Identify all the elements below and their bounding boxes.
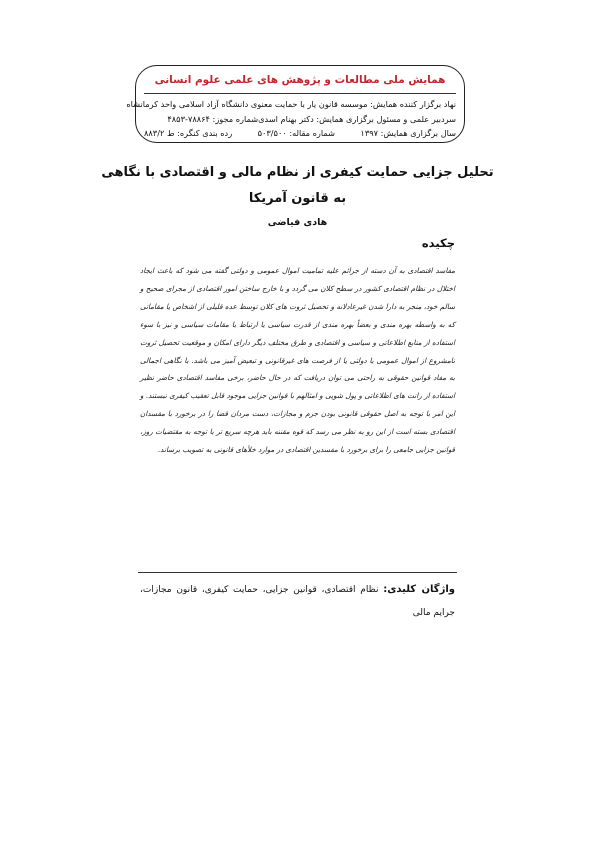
conference-title: همایش ملی مطالعات و پژوهش های علمی علوم انسانی [154,74,446,86]
article-number: شماره مقاله: ۵۰۳/۵۰۰ [257,128,335,138]
abstract-body: مفاسد اقتصادی به آن دسته از جرائم علیه تمامیت اموال عمومی و دولتی گفته می شود که باعث ایجاد اختلال در نظام اقتصادی کشور در سطح کلان می گردد و با خارج ساختن امور اقتصادی از مجرای صحیح و سالم خود، منجر به دارا شدن غیرعادلانه و تحصیل ثروت های کلان توسط عده قلیلی از اشخاص یا مقاماتی که به واسطه بهره مندی و بعضاً بهره مندی از قدرت سیاسی یا ارتباط با مقامات سیاسی و نیز با سوء استفاده از منابع اطلاعاتی و سیاسی و اقتصادی و طرق مختلف دیگر دارای امکان و موقعیت تحصیل ثروت نامشروع از اموال عمومی یا دولتی یا از فرصت های غیرقانونی و تبعیض آمیز می باشد. با نگاهی اجمالی به مفاد قوانین حقوقی به راحتی می توان دریافت که در حال حاضر، برخی مفاسد اقتصادی حاضر نظیر استفاده از رانت های اطلاعاتی و پول شویی و امثالهم با قوانین جزایی موجود قابل تعقیب کیفری نیستند. و این امر با توجه به اصل حقوقی قانونی بودن جرم و مجازات، دست مردان قضا را در برخورد با مفسدان اقتصادی بسته است از این رو به نظر می رسد که قوه مقننه باید هرچه سریع تر با توجه به مقتضیات روز، قوانین جزایی جامعی را برای برخورد با مفسدین اقتصادی در موارد خلأهای قانونی به تصویب برساند. [140,266,455,455]
year-article-row [144,128,456,138]
editor-line: سردبیر علمی و مسئول برگزاری همایش: دکتر بهنام اسدی [258,114,456,124]
author-name: هادی فیاضی [267,217,328,228]
conference-year: سال برگزاری همایش: ۱۳۹۷ [360,128,456,138]
keywords-block [140,578,455,625]
paper-title: تحلیل جزایی حمایت کیفری از نظام مالی و اقتصادی با نگاهی به قانون آمریکا [101,165,494,206]
license-number: شماره مجوز: ۷۸۸۶۴-۴۸۵۳ [167,114,259,124]
keywords-divider [138,572,457,573]
header-divider [144,93,456,94]
abstract-heading: چکیده [421,236,455,250]
keywords-list: نظام اقتصادی، قوانین جزایی، حمایت کیفری، قانون مجازات، جرایم مالی [140,585,455,618]
conference-header-box [126,65,465,143]
organizer-line: نهاد برگزار کننده همایش: موسسه قانون یار با حمایت معنوی دانشگاه آزاد اسلامی واحد کرمانشاه [126,99,456,109]
congress-classification: رده بندی کنگره: ط ۸۸۳/۲ [144,128,233,138]
keywords-label: واژگان کلیدی: [383,584,455,595]
editor-license-row [144,114,456,124]
